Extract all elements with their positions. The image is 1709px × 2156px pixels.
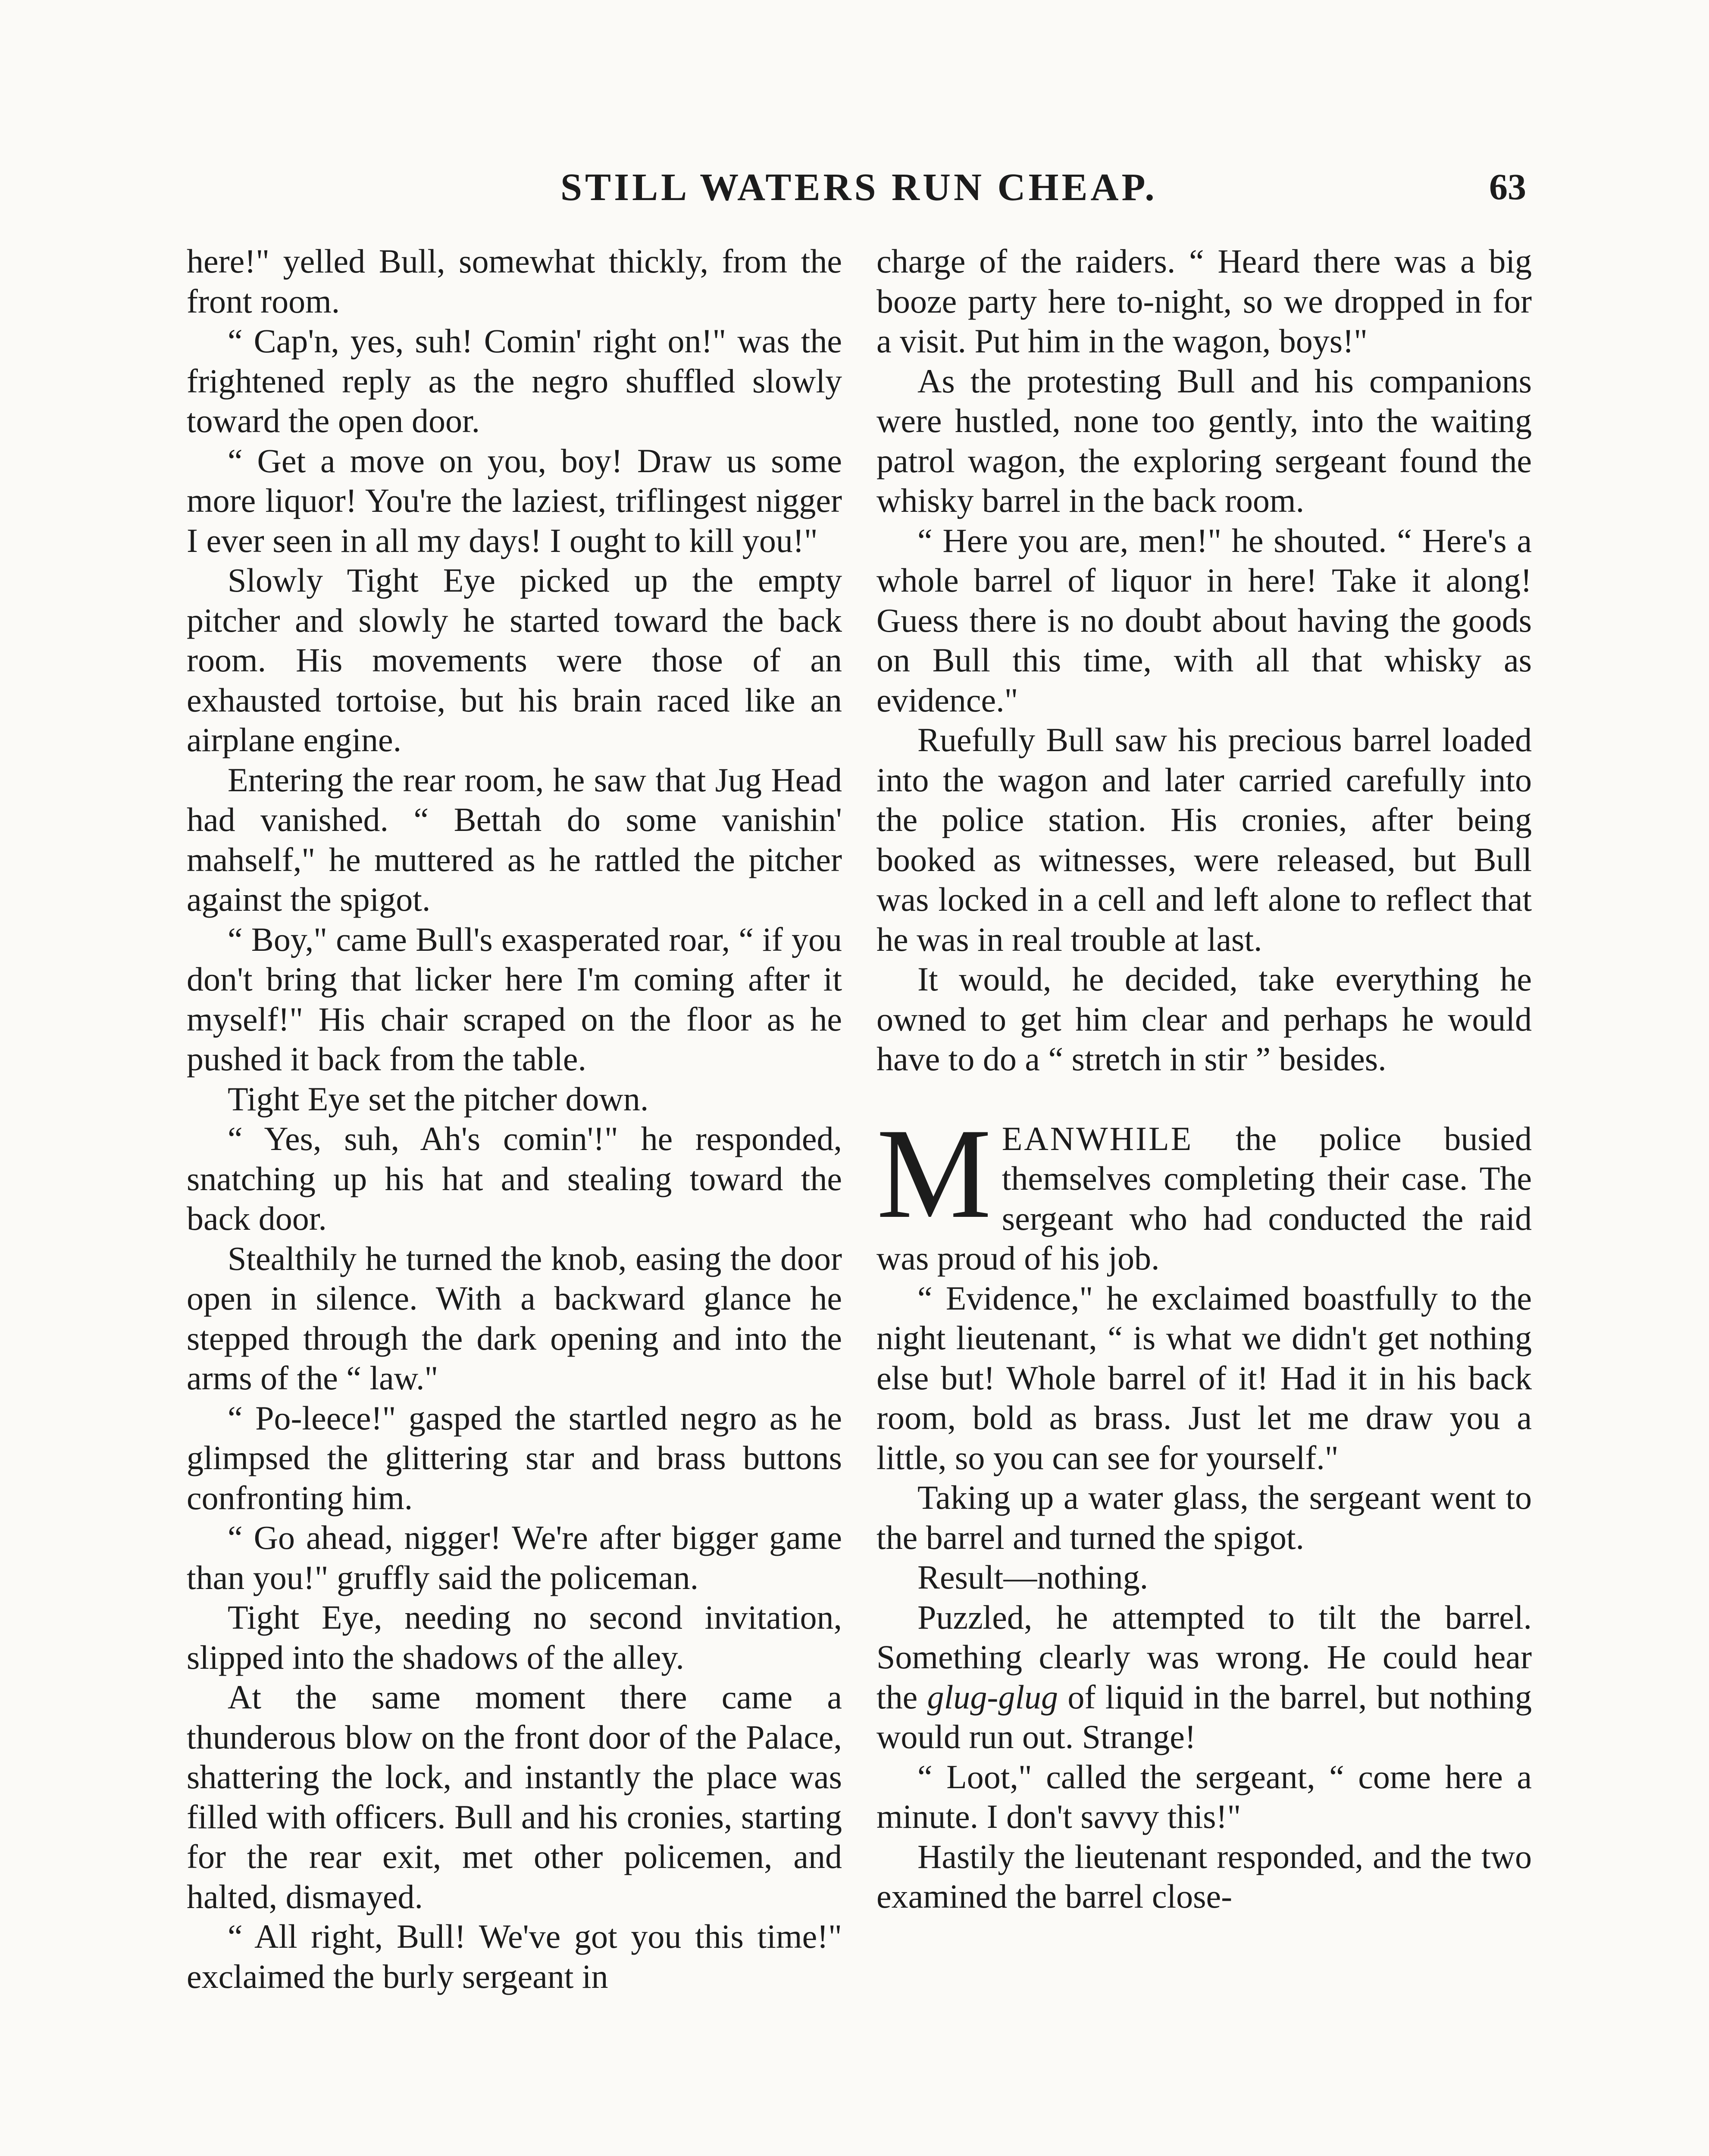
paragraph: As the protesting Bull and his companions were hustled, none too gently, into the waiting patrol wagon, the exploring sergeant found the whisky barrel in the back room. [876, 362, 1532, 519]
paragraph: Stealthily he turned the knob, easing the door open in silence. With a backward glance he stepped through the dark opening and into the arms of the “ law." [187, 1239, 842, 1397]
paragraph [876, 1598, 1532, 1757]
paragraph: “ Get a move on you, boy! Draw us some more liquor! You're the laziest, triflingest nigger I ever seen in all my days! I ought to kill you!" [187, 442, 842, 559]
paragraph: “ Go ahead, nigger! We're after bigger game than you!" gruffly said the policeman. [187, 1519, 842, 1596]
paragraph: “ Po-leece!" gasped the startled negro as he glimpsed the glittering star and brass buttons confronting him. [187, 1399, 842, 1517]
paragraph: Hastily the lieutenant responded, and the two examined the barrel close- [876, 1837, 1532, 1915]
section-opening-paragraph [876, 1101, 1532, 1279]
right-column [876, 241, 1532, 1917]
paragraph: Result—nothing. [917, 1558, 1149, 1596]
section-opening-text: the police busied themselves completing their case. The sergeant who had conducted the raid was proud of his job. [876, 1119, 1532, 1277]
paragraph: Entering the rear room, he saw that Jug Head had vanished. “ Bettah do some vanishin' mahself," he muttered as he rattled the pitcher against the spigot. [187, 761, 842, 918]
paragraph: charge of the raiders. “ Heard there was a big booze party here to-night, so we dropped in for a visit. Put him in the wagon, boys!" [876, 242, 1532, 360]
paragraph: here!" yelled Bull, somewhat thickly, from the front room. [187, 242, 842, 320]
paragraph: “ Cap'n, yes, suh! Comin' right on!" was the frightened reply as the negro shuffled slowly toward the open door. [187, 322, 842, 439]
paragraph: Ruefully Bull saw his precious barrel loaded into the wagon and later carried carefully into the police station. His cronies, after being booked as witnesses, were released, but Bull was locked in a cell and left alone to reflect that he was in real trouble at last. [876, 721, 1532, 958]
drop-cap: M [876, 1101, 992, 1245]
paragraph-text: of liquid in the barrel, but nothing would run out. Strange! [876, 1678, 1532, 1755]
paragraph: Taking up a water glass, the sergeant went to the barrel and turned the spigot. [876, 1479, 1532, 1556]
paragraph-text: Puzzled, he attempted to tilt the barrel. Something clearly was wrong. He could hear the [876, 1598, 1532, 1716]
left-column [187, 241, 842, 1996]
paragraph: “ Boy," came Bull's exasperated roar, “ if you don't bring that licker here I'm coming after it myself!" His chair scraped on the floor as he pushed it back from the table. [187, 920, 842, 1078]
page-header [185, 165, 1535, 226]
paragraph: At the same moment there came a thunderous blow on the front door of the Palace, shattering the lock, and instantly the place was filled with officers. Bull and his cronies, starting for the rear exit, met other policemen, and halted, dismayed. [187, 1678, 842, 1915]
paragraph: Tight Eye set the pitcher down. [228, 1080, 649, 1118]
paragraph: “ Evidence," he exclaimed boastfully to the night lieutenant, “ is what we didn't get nothing else but! Whole barrel of it! Had it in his back room, bold as brass. Just let me draw you a little, so you can see for yourself." [876, 1279, 1532, 1476]
paragraph: “ Yes, suh, Ah's comin'!" he responded, snatching up his hat and stealing toward the back door. [187, 1120, 842, 1237]
paragraph: “ Loot," called the sergeant, “ come here a minute. I don't savvy this!" [876, 1758, 1532, 1835]
section-lead-word: EANWHILE [1002, 1119, 1193, 1157]
running-title: STILL WATERS RUN CHEAP. [560, 166, 1158, 209]
page-number: 63 [1489, 166, 1526, 207]
paragraph: “ Here you are, men!" he shouted. “ Here's a whole barrel of liquor in here! Take it along! Guess there is no doubt about having the goods on Bull this time, with all that whisky as evidence." [876, 521, 1532, 719]
paragraph: “ All right, Bull! We've got you this time!" exclaimed the burly sergeant in [187, 1918, 842, 1995]
paragraph: It would, he decided, take everything he owned to get him clear and perhaps he would have to do a “ stretch in stir ” besides. [876, 960, 1532, 1078]
paragraph: Slowly Tight Eye picked up the empty pitcher and slowly he started toward the back room. His movements were those of an exhausted tortoise, but his brain raced like an airplane engine. [187, 561, 842, 758]
paragraph: Tight Eye, needing no second invitation, slipped into the shadows of the alley. [187, 1598, 842, 1676]
italic-word: glug-glug [927, 1678, 1058, 1716]
